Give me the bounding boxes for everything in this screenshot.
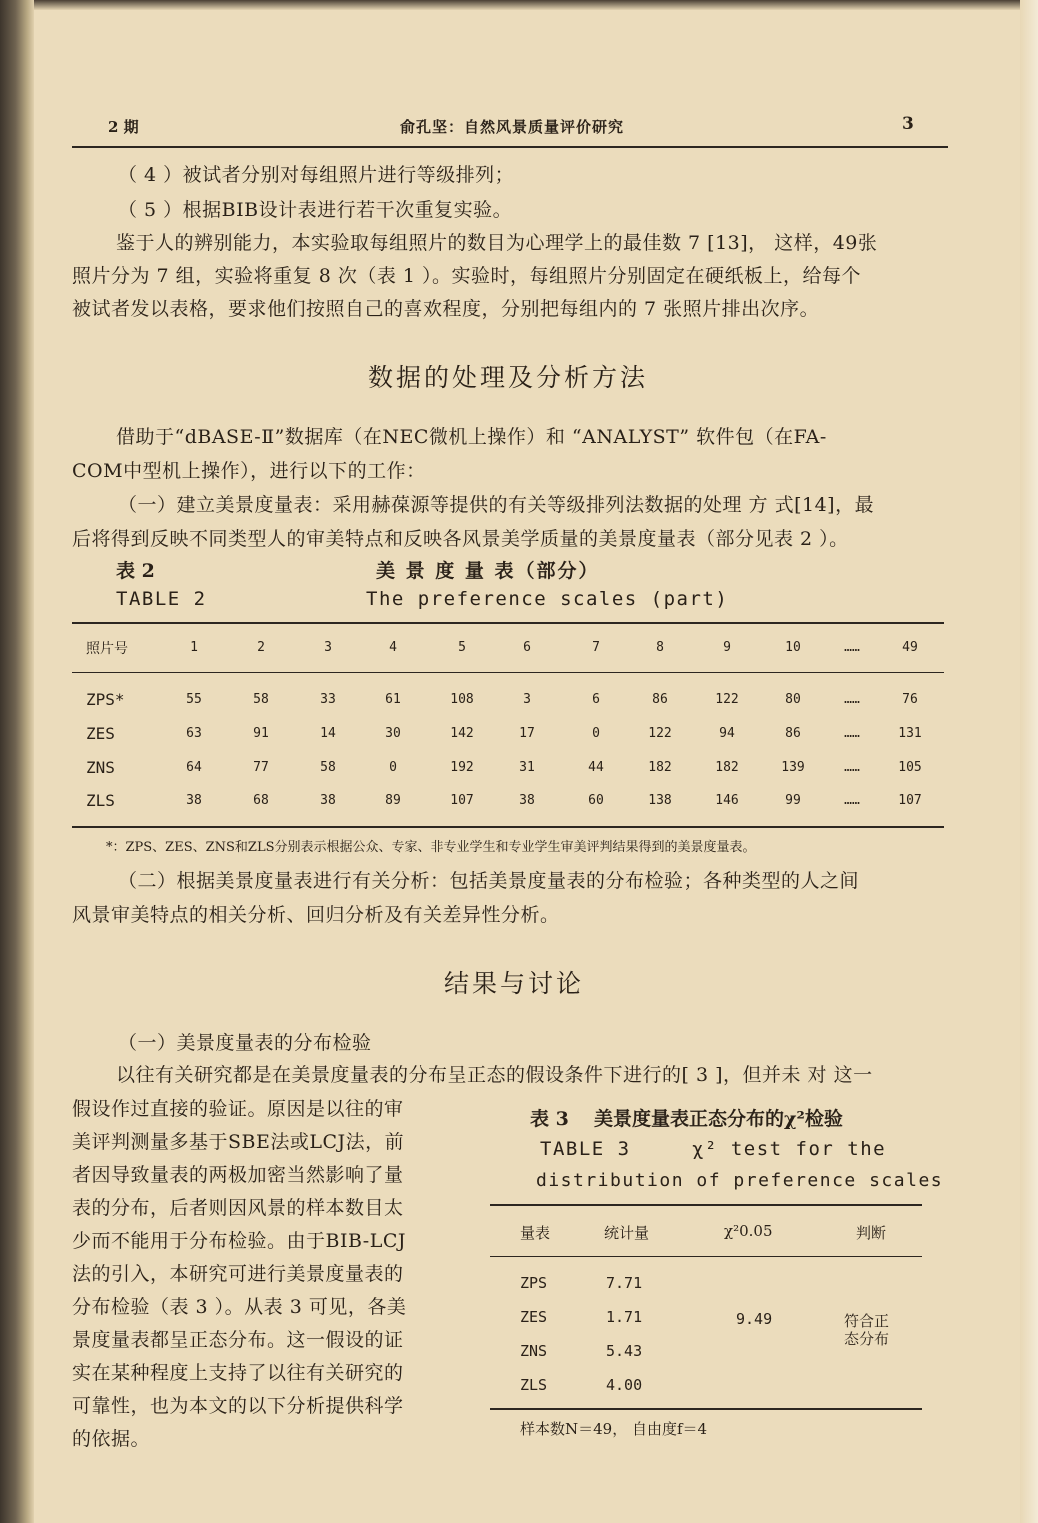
table3-critical-value: 9.49 bbox=[736, 1310, 773, 1328]
table2-cell: 86 bbox=[652, 692, 668, 707]
table2-cell: 33 bbox=[320, 692, 336, 707]
table3-footer: 样本数N＝49， 自由度f＝4 bbox=[520, 1420, 708, 1438]
table2-cell: 58 bbox=[320, 760, 336, 775]
table2-cell: 63 bbox=[186, 726, 202, 741]
table3-row-stat: 5.43 bbox=[606, 1342, 643, 1360]
table2-cell: 6 bbox=[592, 692, 600, 707]
table2-cell: 0 bbox=[592, 726, 600, 741]
table3-row-stat: 7.71 bbox=[606, 1274, 643, 1292]
table2-cell: 77 bbox=[253, 760, 269, 775]
item2-line2: 风景审美特点的相关分析、回归分析及有关差异性分析。 bbox=[72, 904, 560, 926]
table3-row-stat: 1.71 bbox=[606, 1308, 643, 1326]
step-5: （ 5 ）根据BIB设计表进行若干次重复实验。 bbox=[118, 199, 513, 221]
table2-cell: 38 bbox=[519, 793, 535, 808]
table2-col-header: 4 bbox=[389, 640, 397, 655]
table2-row-name: ZNS bbox=[86, 758, 115, 777]
table2-label-cn: 表 2 bbox=[116, 560, 155, 582]
left-line: 表的分布，后者则因风景的样本数目太 bbox=[72, 1197, 404, 1219]
table3-row-name: ZLS bbox=[520, 1376, 548, 1394]
table3-header-rule bbox=[490, 1256, 922, 1257]
table2-col-header: 7 bbox=[592, 640, 600, 655]
table2-header-rule bbox=[72, 672, 944, 673]
step-4: （ 4 ）被试者分别对每组照片进行等级排列； bbox=[118, 164, 515, 186]
page-right-edge bbox=[1020, 0, 1038, 1523]
left-line: 法的引入，本研究可进行美景度量表的 bbox=[72, 1263, 404, 1285]
table2-cell: 55 bbox=[186, 692, 202, 707]
table2-cell: 30 bbox=[385, 726, 401, 741]
table2-col-header: 5 bbox=[458, 640, 466, 655]
section-title-results: 结果与讨论 bbox=[444, 969, 585, 998]
table2-bottom-rule bbox=[72, 826, 944, 828]
table2-cell: 94 bbox=[719, 726, 735, 741]
table2-cell: …… bbox=[844, 760, 860, 775]
table2-cell: 14 bbox=[320, 726, 336, 741]
table2-cell: 86 bbox=[785, 726, 801, 741]
running-title: 俞孔坚：自然风景质量评价研究 bbox=[400, 118, 625, 136]
table2-col-header: 49 bbox=[902, 640, 918, 655]
table2-cell: …… bbox=[844, 793, 860, 808]
table2-col-header: 6 bbox=[523, 640, 531, 655]
left-line: 少而不能用于分布检验。由于BIB-LCJ bbox=[72, 1230, 406, 1252]
section-title-methods: 数据的处理及分析方法 bbox=[368, 363, 649, 392]
item2-line1: （二）根据美景度量表进行有关分析：包括美景度量表的分布检验；各种类型的人之间 bbox=[118, 870, 860, 892]
table3-row-name: ZPS bbox=[520, 1274, 548, 1292]
table2-cell: 3 bbox=[523, 692, 531, 707]
left-line: 的依据。 bbox=[72, 1428, 151, 1450]
table2-col-header: 9 bbox=[723, 640, 731, 655]
binding-shadow bbox=[0, 0, 34, 1523]
table2-cell: …… bbox=[844, 692, 860, 707]
left-line: 分布检验（表 3 ）。从表 3 可见，各美 bbox=[72, 1296, 407, 1318]
table2-cell: 192 bbox=[450, 760, 474, 775]
table2-cell: 80 bbox=[785, 692, 801, 707]
table2-cell: 146 bbox=[715, 793, 739, 808]
table2-cell: 60 bbox=[588, 793, 604, 808]
table3-bottom-rule bbox=[490, 1408, 922, 1410]
table2-label-en: TABLE 2 bbox=[116, 588, 207, 610]
results-subheading: （一）美景度量表的分布检验 bbox=[118, 1032, 372, 1054]
table2-cell: 122 bbox=[648, 726, 672, 741]
table2-cell: 105 bbox=[898, 760, 922, 775]
table2-col-header: 10 bbox=[785, 640, 801, 655]
para1-line1: 鉴于人的辨别能力，本实验取每组照片的数目为心理学上的最佳数 7 [13]， 这样，49张 bbox=[116, 232, 878, 254]
table3-title-en-1: χ² test for the bbox=[692, 1138, 887, 1160]
table2-cell: 122 bbox=[715, 692, 739, 707]
page-number: 3 bbox=[902, 114, 914, 134]
table2-col-header: 8 bbox=[656, 640, 664, 655]
page-top-edge bbox=[0, 0, 1038, 10]
header-rule bbox=[72, 146, 948, 148]
table2-row-name: ZES bbox=[86, 724, 115, 743]
results-full-line: 以往有关研究都是在美景度量表的分布呈正态的假设条件下进行的[ 3 ]，但并未 对 这一 bbox=[116, 1064, 873, 1086]
table2-cell: 61 bbox=[385, 692, 401, 707]
para1-line2: 照片分为 7 组，实验将重复 8 次（表 1 ）。实验时，每组照片分别固定在硬纸板上，给每个 bbox=[72, 265, 862, 287]
table2-cell: 138 bbox=[648, 793, 672, 808]
table2-cell: 182 bbox=[648, 760, 672, 775]
table2-footnote: *：ZPS、ZES、ZNS和ZLS分别表示根据公众、专家、非专业学生和专业学生审美评判结果得到的美景度量表。 bbox=[106, 840, 756, 855]
table2-cell: 89 bbox=[385, 793, 401, 808]
left-line: 者因导致量表的两极加密当然影响了量 bbox=[72, 1164, 404, 1186]
table2-cell: 91 bbox=[253, 726, 269, 741]
table2-cell: 44 bbox=[588, 760, 604, 775]
table2-cell: 108 bbox=[450, 692, 474, 707]
methods-line2: COM中型机上操作），进行以下的工作： bbox=[72, 460, 426, 482]
table2-cell: 76 bbox=[902, 692, 918, 707]
left-line: 实在某种程度上支持了以往有关研究的 bbox=[72, 1362, 404, 1384]
table3-judgement-1: 符合正 bbox=[844, 1312, 890, 1330]
table2-title-en: The preference scales (part) bbox=[366, 588, 729, 610]
table3-row-name: ZNS bbox=[520, 1342, 548, 1360]
table2-cell: 142 bbox=[450, 726, 474, 741]
item1-line2: 后将得到反映不同类型人的审美特点和反映各风景美学质量的美景度量表（部分见表 2 ）。 bbox=[72, 528, 849, 550]
table2-cell: 99 bbox=[785, 793, 801, 808]
table2-top-rule bbox=[72, 622, 944, 624]
table2-cell: 64 bbox=[186, 760, 202, 775]
table3-top-rule bbox=[490, 1204, 922, 1206]
left-line: 景度量表都呈正态分布。这一假设的证 bbox=[72, 1329, 404, 1351]
issue-number: 2 期 bbox=[108, 118, 139, 136]
table3-row-stat: 4.00 bbox=[606, 1376, 643, 1394]
para1-line3: 被试者发以表格，要求他们按照自己的喜欢程度，分别把每组内的 7 张照片排出次序。 bbox=[72, 298, 820, 320]
left-line: 假设作过直接的验证。原因是以往的审 bbox=[72, 1098, 404, 1120]
table3-col-judge: 判断 bbox=[856, 1224, 887, 1242]
table2-cell: 58 bbox=[253, 692, 269, 707]
table3-col-stat: 统计量 bbox=[604, 1224, 650, 1242]
table2-cell: 31 bbox=[519, 760, 535, 775]
table2-cell: 131 bbox=[898, 726, 922, 741]
table2-cell: 38 bbox=[186, 793, 202, 808]
table2-cell: 38 bbox=[320, 793, 336, 808]
table3-title-cn: 美景度量表正态分布的χ²检验 bbox=[594, 1108, 843, 1130]
table2-cell: 107 bbox=[898, 793, 922, 808]
table2-cell: 182 bbox=[715, 760, 739, 775]
table3-title-en-2: distribution of preference scales bbox=[536, 1170, 944, 1191]
table2-col-header: 3 bbox=[324, 640, 332, 655]
table2-col-header: 2 bbox=[257, 640, 265, 655]
table2-row-name: ZLS bbox=[86, 791, 115, 810]
table2-row-header: 照片号 bbox=[86, 641, 128, 657]
table2-col-header: 1 bbox=[190, 640, 198, 655]
table3-label-cn: 表 3 bbox=[530, 1108, 569, 1130]
table2-title-cn: 美 景 度 量 表（部分） bbox=[376, 560, 600, 582]
table3-row-name: ZES bbox=[520, 1308, 548, 1326]
table2-cell: 0 bbox=[389, 760, 397, 775]
table2-cell: 139 bbox=[781, 760, 805, 775]
table2-row-name: ZPS* bbox=[86, 690, 125, 709]
methods-line1: 借助于“dBASE-Ⅱ”数据库（在NEC微机上操作）和 “ANALYST” 软件包（在FA- bbox=[116, 426, 827, 448]
table2-cell: …… bbox=[844, 726, 860, 741]
item1-line1: （一）建立美景度量表：采用赫葆源等提供的有关等级排列法数据的处理 方 式[14]，最 bbox=[118, 494, 875, 516]
table3-label-en: TABLE 3 bbox=[540, 1138, 631, 1160]
table2-col-header: …… bbox=[844, 640, 860, 655]
table2-cell: 68 bbox=[253, 793, 269, 808]
table3-col-chi: χ²0.05 bbox=[724, 1222, 773, 1240]
table3-judgement-2: 态分布 bbox=[844, 1330, 890, 1348]
table3-col-scale: 量表 bbox=[520, 1224, 551, 1242]
left-line: 可靠性，也为本文的以下分析提供科学 bbox=[72, 1395, 404, 1417]
left-line: 美评判测量多基于SBE法或LCJ法，前 bbox=[72, 1131, 405, 1153]
table2-cell: 17 bbox=[519, 726, 535, 741]
table2-cell: 107 bbox=[450, 793, 474, 808]
